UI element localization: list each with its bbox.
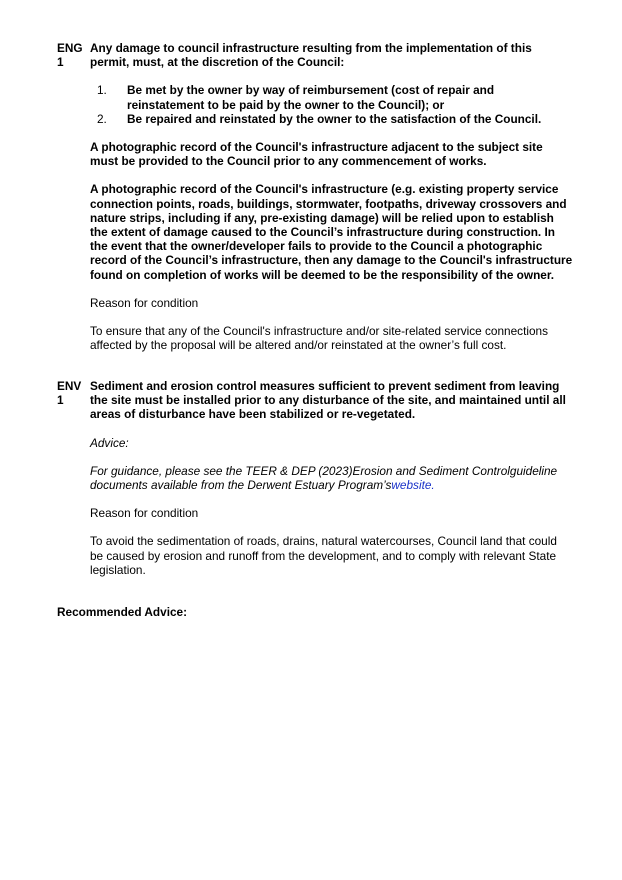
advice-body: For guidance, please see the TEER & DEP (2023)Erosion and Sediment Controlguideline documents available from the Derwent Estuary Program’s bbox=[90, 463, 558, 493]
options-list bbox=[90, 83, 573, 126]
reason-heading: Reason for condition bbox=[90, 506, 199, 521]
advice-heading: Advice: bbox=[90, 435, 129, 450]
condition-intro: Any damage to council infrastructure resulting from the implementation of this permit, must, at the discretion of the Council: bbox=[90, 41, 532, 70]
advice-end: . bbox=[431, 478, 435, 493]
reason-text: To ensure that any of the Council's infrastructure and/or site-related service connections affected by the proposal will be altered and/or reinstated at the owner’s full cost. bbox=[90, 324, 548, 353]
option-number: 1. bbox=[97, 83, 107, 98]
website-link[interactable]: website bbox=[391, 478, 432, 493]
condition-code: ENV 1 bbox=[57, 379, 82, 408]
reason-heading: Reason for condition bbox=[90, 295, 199, 310]
option-number: 2. bbox=[97, 111, 107, 126]
condition-body bbox=[90, 41, 573, 366]
option-text: Be met by the owner by way of reimbursement (cost of repair and reinstatement to be paid by the owner to the Council); or bbox=[127, 83, 495, 112]
advice-text bbox=[90, 464, 573, 492]
condition-code: ENG 1 bbox=[57, 41, 83, 70]
photo-record-detail-paragraph: A photographic record of the Council's infrastructure (e.g. existing property service connection points, roads, buildings, stormwater, footpaths, driveway crossovers and nature strips, including if any, pre-existing damage) will be relied upon to establish the extent of damage caused to the Council’s infrastructure during construction. In the event that the owner/developer fails to provide to the Council a photographic record of the Council’s infrastructure, then any damage to the Council's infrastructure found on completion of works will be deemed to be the responsibility of the owner. bbox=[90, 182, 573, 282]
photo-record-paragraph: A photographic record of the Council's infrastructure adjacent to the subject site must be provided to the Council prior to any commencement of works. bbox=[90, 140, 543, 169]
condition-intro: Sediment and erosion control measures sufficient to prevent sediment from leaving the site must be installed prior to any disturbance of the site, and maintained until all areas of disturbance have been stabilized or re-vegetated. bbox=[90, 379, 566, 422]
reason-text: To avoid the sedimentation of roads, drains, natural watercourses, Council land that could be caused by erosion and runoff from the development, and to comply with relevant State legislation. bbox=[90, 534, 557, 577]
condition-body bbox=[90, 379, 573, 591]
option-item bbox=[90, 83, 573, 111]
option-text: Be repaired and reinstated by the owner to the satisfaction of the Council. bbox=[127, 111, 542, 126]
option-item bbox=[90, 112, 573, 126]
recommended-advice-heading: Recommended Advice: bbox=[57, 605, 188, 619]
